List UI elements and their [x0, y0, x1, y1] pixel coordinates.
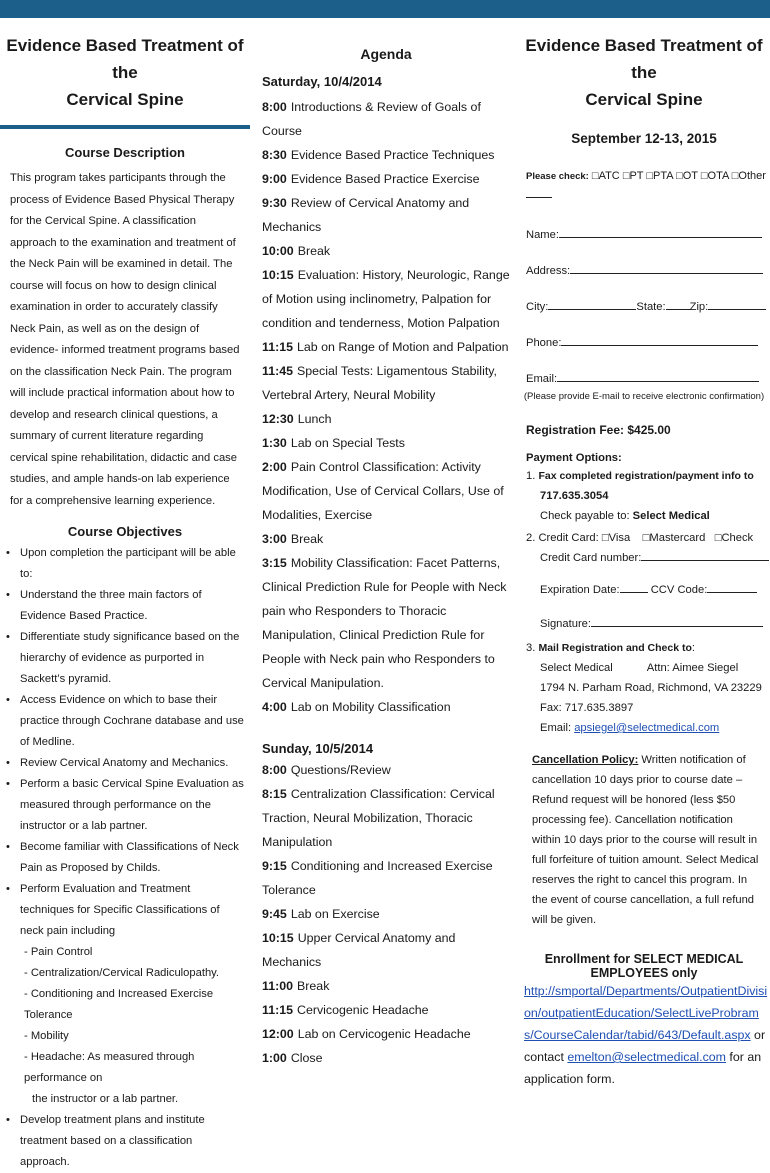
checkbox-ot[interactable]: □OT	[676, 170, 698, 182]
list-item: • Become familiar with Classifications of Neck Pain as Proposed by Childs.	[6, 841, 239, 874]
agenda-item	[258, 239, 514, 263]
agenda-topic: Evaluation: History, Neurologic, Range of Motion using inclinometry, Palpation for condition and tenderness, Motion Palpation	[262, 268, 510, 330]
agenda-topic: Break	[297, 979, 330, 993]
agenda-time: 10:15	[262, 931, 294, 945]
city-field[interactable]	[548, 297, 636, 310]
agenda-time: 9:45	[262, 907, 287, 921]
enroll-text: or contact	[524, 1028, 766, 1064]
course-date: September 12-13, 2015	[571, 131, 717, 146]
agenda-item	[258, 263, 514, 335]
day-1-schedule	[258, 95, 514, 719]
name-label: Name:	[526, 229, 559, 241]
agenda-item	[258, 359, 514, 407]
please-check-label: Please check:	[526, 171, 589, 182]
agenda-topic: Close	[290, 1051, 323, 1065]
fax-instruction: Fax completed registration/payment info to	[538, 470, 754, 482]
agenda-time: 11:15	[262, 1003, 294, 1017]
credit-card-label: Credit Card:	[538, 532, 599, 544]
agenda-time: 9:15	[262, 859, 287, 873]
agenda-topic: Introductions & Review of Goals of Course	[262, 100, 481, 138]
agenda-item	[258, 335, 514, 359]
agenda-topic: Lunch	[297, 412, 332, 426]
enrollment-link[interactable]: http://smportal/Departments/OutpatientDivision/outpatientEducation/SelectLiveProbrams/CourseCalendar/tabid/643/Default.aspx	[524, 984, 768, 1042]
agenda-item	[258, 974, 514, 998]
cc-number-label: Credit Card number:	[540, 552, 642, 564]
name-row	[518, 225, 770, 243]
ccv-label: CCV Code:	[650, 584, 708, 596]
agenda-item	[258, 407, 514, 431]
zip-label: Zip:	[689, 301, 709, 313]
payable-label: Check payable to:	[540, 510, 633, 522]
checkbox-atc[interactable]: □ATC	[591, 170, 620, 182]
agenda-item	[258, 527, 514, 551]
cancellation-policy	[518, 750, 770, 930]
checkbox-check[interactable]: □Check	[714, 532, 754, 544]
phone-row	[518, 333, 770, 351]
sub-item: - Conditioning and Increased Exercise Tolerance	[24, 988, 214, 1021]
policy-label: Cancellation Policy:	[532, 754, 639, 766]
agenda-topic: Break	[297, 244, 331, 258]
agenda-time: 3:15	[262, 556, 287, 570]
title-line-1: Evidence Based Treatment of the	[525, 36, 763, 82]
address-row	[518, 261, 770, 279]
mail-email-label: Email:	[540, 722, 575, 734]
payment-option-1	[518, 466, 770, 526]
mail-instruction: Mail Registration and Check to	[538, 642, 692, 654]
agenda-topic: Upper Cervical Anatomy and Mechanics	[262, 931, 456, 969]
checkbox-pt[interactable]: □PT	[622, 170, 644, 182]
agenda-item	[258, 191, 514, 239]
agenda-topic: Review of Cervical Anatomy and Mechanics	[262, 196, 470, 234]
checkbox-visa[interactable]: □Visa	[601, 532, 631, 544]
registration-fee: Registration Fee: $425.00	[526, 423, 671, 437]
employee-enrollment-text	[518, 980, 770, 1090]
cc-number-field[interactable]	[641, 548, 769, 561]
agenda-item	[258, 167, 514, 191]
discipline-checkboxes	[518, 168, 770, 203]
other-field[interactable]	[526, 185, 552, 198]
city-state-zip-row	[518, 297, 770, 315]
phone-field[interactable]	[561, 333, 758, 346]
expiration-field[interactable]	[620, 580, 648, 593]
agenda-item	[258, 455, 514, 527]
agenda-time: 3:00	[262, 532, 287, 546]
checkbox-other[interactable]: □Other	[731, 170, 766, 182]
payment-option-3	[518, 638, 770, 738]
sub-item: the instructor or a lab partner.	[32, 1093, 179, 1105]
email-row	[518, 369, 770, 387]
agenda-item	[258, 431, 514, 455]
agenda-item	[258, 854, 514, 902]
agenda-topic: Lab on Exercise	[290, 907, 380, 921]
registration-panel	[518, 18, 770, 1086]
phone-label: Phone:	[526, 337, 562, 349]
agenda-topic: Evidence Based Practice Techniques	[290, 148, 495, 162]
payment-options-heading: Payment Options:	[526, 452, 622, 464]
policy-text: Written notification of cancellation 10 days prior to course date – Refund request will be honored (less $50 processing fee). Cancellation notification within 10 days prior to the course will result in full forfeiture of tuition amount. Select Medical reserves the right to cancel this program. In the event of course cancellation, a full refund will be given.	[532, 754, 759, 926]
employee-enrollment-heading: Enrollment for SELECT MEDICAL EMPLOYEES only	[544, 952, 744, 980]
agenda-topic: Lab on Cervicogenic Headache	[297, 1027, 471, 1041]
agenda-topic: Questions/Review	[290, 763, 391, 777]
agenda-time: 8:30	[262, 148, 287, 162]
checkbox-pta[interactable]: □PTA	[646, 170, 674, 182]
agenda-time: 2:00	[262, 460, 287, 474]
list-item: • Understand the three main factors of Evidence Based Practice.	[6, 589, 202, 622]
state-field[interactable]	[666, 297, 690, 310]
mail-recipient: Select Medical	[540, 662, 613, 674]
list-item: • Access Evidence on which to base their practice through Cochrane database and use of Medline.	[6, 694, 244, 748]
mail-attention: Attn: Aimee Siegel	[646, 662, 739, 674]
list-item: • Review Cervical Anatomy and Mechanics.	[6, 757, 229, 769]
checkbox-mastercard[interactable]: □Mastercard	[642, 532, 706, 544]
city-label: City:	[526, 301, 549, 313]
name-field[interactable]	[559, 225, 762, 238]
sub-item: - Centralization/Cervical Radiculopathy.	[24, 967, 220, 979]
list-item: • Perform a basic Cervical Spine Evaluation as measured through performance on the instructor or a lab partner.	[6, 778, 244, 832]
course-objectives-heading: Course Objectives	[67, 524, 183, 539]
agenda-topic: Lab on Range of Motion and Palpation	[297, 340, 509, 354]
agenda-item	[258, 998, 514, 1022]
agenda-item	[258, 1022, 514, 1046]
agenda-time: 9:00	[262, 172, 287, 186]
left-title	[0, 32, 250, 113]
agenda-item	[258, 782, 514, 854]
option-number: 2.	[526, 532, 536, 544]
sub-item: - Mobility	[24, 1030, 69, 1042]
agenda-topic: Special Tests: Ligamentous Stability, Vertebral Artery, Neural Mobility	[262, 364, 497, 402]
address-field[interactable]	[570, 261, 763, 274]
agenda-time: 8:00	[262, 100, 287, 114]
fax-number: 717.635.3054	[540, 490, 609, 502]
agenda-topic: Conditioning and Increased Exercise Tolerance	[262, 859, 493, 897]
agenda-topic: Break	[290, 532, 324, 546]
agenda-time: 1:00	[262, 1051, 287, 1065]
day-2-schedule	[258, 758, 514, 1070]
agenda-topic: Centralization Classification: Cervical Traction, Neural Mobilization, Thoracic Manipulation	[262, 787, 495, 849]
agenda-item	[258, 695, 514, 719]
agenda-time: 8:00	[262, 763, 287, 777]
agenda-time: 9:30	[262, 196, 287, 210]
agenda-item	[258, 1046, 514, 1070]
course-description-heading: Course Description	[65, 145, 185, 160]
agenda-item	[258, 902, 514, 926]
agenda-item	[258, 143, 514, 167]
sub-item: - Headache: As measured through performance on	[24, 1051, 195, 1084]
agenda-topic: Pain Control Classification: Activity Modification, Use of Cervical Collars, Use of Modalities, Exercise	[262, 460, 504, 522]
checkbox-ota[interactable]: □OTA	[700, 170, 729, 182]
enroll-text: for an application form.	[524, 1050, 762, 1086]
top-accent-bar	[0, 0, 770, 18]
title-line-2: Cervical Spine	[585, 90, 703, 109]
agenda-topic: Cervicogenic Headache	[297, 1003, 429, 1017]
agenda-time: 1:30	[262, 436, 287, 450]
title-line-2: Cervical Spine	[66, 90, 184, 109]
agenda-time: 11:45	[262, 364, 294, 378]
ccv-field[interactable]	[707, 580, 757, 593]
agenda-item	[258, 551, 514, 695]
option-number: 3.	[526, 642, 536, 654]
agenda-panel	[258, 18, 514, 1065]
list-item: • Differentiate study significance based on the hierarchy of evidence as purported in Sackett’s pyramid.	[6, 631, 240, 685]
state-label: State:	[636, 301, 666, 313]
agenda-item	[258, 926, 514, 974]
list-item: • Perform Evaluation and Treatment techniques for Specific Classifications of neck pain including	[6, 883, 220, 937]
email-field[interactable]	[557, 369, 759, 382]
agenda-topic: Lab on Special Tests	[290, 436, 405, 450]
address-label: Address:	[526, 265, 571, 277]
right-title	[518, 32, 770, 113]
mail-fax: Fax: 717.635.3897	[540, 702, 634, 714]
agenda-topic: Mobility Classification: Facet Patterns, Clinical Prediction Rule for People with Neck pain who Responders to Thoracic Manipulation, Clinical Prediction Rule for People with Neck pain who Responders to Cervical Manipulation.	[262, 556, 507, 690]
course-description-text: This program takes participants through the process of Evidence Based Physical Therapy for the Cervical Spine. A classification approach to the examination and treatment of the Neck Pain will be examined in detail. The course will focus on how to design clinical examination in order to accurately classify Neck Pain, as well as on the design of evidence- informed treatment programs based on the classification Neck Pain. The program will include practical information about how to develop and research clinical questions, a summary of current literature regarding cervical spine rehabilitation, didactic and case studies, and ample hands-on lab experience for a comprehensive learning experience.	[10, 172, 240, 507]
email-note: (Please provide E-mail to receive electronic confirmation)	[523, 391, 765, 402]
title-line-1: Evidence Based Treatment of the	[6, 36, 244, 82]
signature-label: Signature:	[540, 618, 591, 630]
day-1-heading: Saturday, 10/4/2014	[262, 74, 382, 89]
option-number: 1.	[526, 470, 536, 482]
agenda-time: 12:30	[262, 412, 294, 426]
agenda-time: 8:15	[262, 787, 287, 801]
enrollment-email-link[interactable]: emelton@selectmedical.com	[567, 1050, 726, 1064]
day-2-heading: Sunday, 10/5/2014	[262, 741, 374, 756]
payable-to: Select Medical	[632, 510, 710, 522]
agenda-time: 11:15	[262, 340, 294, 354]
expiration-label: Expiration Date:	[540, 584, 620, 596]
agenda-heading: Agenda	[360, 46, 412, 62]
section-divider	[0, 125, 250, 129]
agenda-time: 10:15	[262, 268, 294, 282]
agenda-topic: Evidence Based Practice Exercise	[290, 172, 480, 186]
list-item: • Upon completion the participant will be able to:	[6, 547, 236, 580]
sub-item: - Pain Control	[24, 946, 93, 958]
zip-field[interactable]	[708, 297, 766, 310]
email-label: Email:	[526, 373, 558, 385]
agenda-time: 4:00	[262, 700, 287, 714]
agenda-time: 12:00	[262, 1027, 294, 1041]
objectives-list	[0, 543, 250, 942]
left-panel	[0, 18, 250, 1168]
agenda-topic: Lab on Mobility Classification	[290, 700, 451, 714]
agenda-time: 10:00	[262, 244, 294, 258]
mail-address: 1794 N. Parham Road, Richmond, VA 23229	[540, 682, 762, 694]
agenda-item	[258, 758, 514, 782]
objectives-list-end	[0, 1110, 250, 1173]
colon: :	[691, 642, 696, 654]
list-item: • Develop treatment plans and institute treatment based on a classification approach.	[6, 1114, 205, 1168]
contact-email-link[interactable]: apsiegel@selectmedical.com	[574, 722, 720, 734]
agenda-time: 11:00	[262, 979, 294, 993]
agenda-item	[258, 95, 514, 143]
signature-field[interactable]	[591, 614, 763, 627]
payment-option-2	[518, 528, 770, 634]
